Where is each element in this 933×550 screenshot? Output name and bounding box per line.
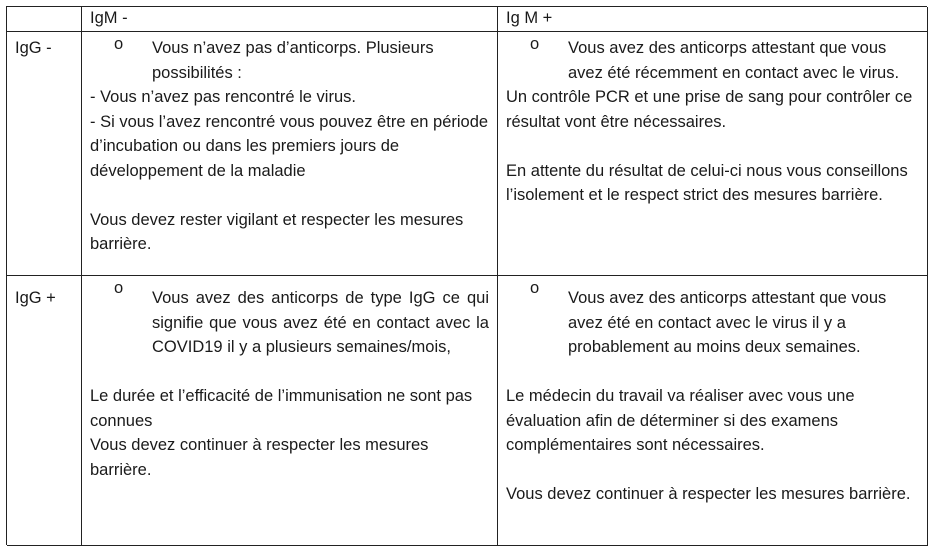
paragraph-continue-barrier: Vous devez continuer à respecter les mesures barrière. [506, 485, 911, 503]
paragraph-continue-barrier: Vous devez continuer à respecter les mesures barrière. [90, 436, 429, 479]
bullet-circle-icon: o [530, 35, 540, 53]
paragraph-not-met-virus: - Vous n’avez pas rencontré le virus. [90, 88, 356, 106]
header-corner-cell [7, 7, 82, 32]
bullet-text: Vous avez des anticorps de type IgG ce qui signifie que vous avez été en contact avec la COVID19 il y a plusieurs semaines/mois, [152, 289, 489, 356]
bullet-paragraph [506, 276, 919, 360]
cell-igg-pos-igm-neg [82, 276, 498, 546]
row-label-igg-negative [7, 32, 82, 276]
header-igm-negative: IgM - [82, 7, 498, 32]
cell-igg-neg-igm-pos [498, 32, 928, 276]
row-label-text: IgG - [15, 39, 52, 57]
bullet-paragraph [90, 32, 489, 85]
paragraph-immunity-unknown: Le durée et l’efficacité de l’immunisation ne sont pas connues [90, 387, 473, 430]
bullet-text: Vous avez des anticorps attestant que vous avez été récemment en contact avec le virus. [568, 39, 900, 82]
cell-igg-pos-igm-pos [498, 276, 928, 546]
bullet-paragraph [90, 276, 489, 360]
cell-igg-neg-igm-neg [82, 32, 498, 276]
bullet-circle-icon: o [114, 279, 124, 297]
bullet-text: Vous avez des anticorps attestant que vous avez été en contact avec le virus il y a probablement au moins deux semaines. [568, 289, 887, 356]
serology-results-table [6, 6, 927, 545]
header-igm-positive: Ig M + [498, 7, 928, 32]
bullet-circle-icon: o [114, 35, 124, 53]
paragraph-pcr-check: Un contrôle PCR et une prise de sang pour contrôler ce résultat vont être nécessaires. [506, 88, 913, 131]
paragraph-isolation-advice: En attente du résultat de celui-ci nous vous conseillons l’isolement et le respect strict des mesures barrière. [506, 161, 908, 204]
row-label-igg-positive [7, 276, 82, 546]
bullet-circle-icon: o [530, 279, 540, 297]
paragraph-occupational-doctor: Le médecin du travail va réaliser avec vous une évaluation afin de déterminer si des examens complémentaires sont nécessaires. [506, 387, 855, 454]
paragraph-incubation: - Si vous l’avez rencontré vous pouvez être en période d’incubation ou dans les premiers jours de développement de la maladie [90, 112, 489, 180]
paragraph-stay-vigilant: Vous devez rester vigilant et respecter les mesures barrière. [90, 210, 464, 253]
bullet-paragraph [506, 32, 919, 85]
row-label-text: IgG + [15, 289, 56, 307]
bullet-text: Vous n’avez pas d’anticorps. Plusieurs possibilités : [152, 39, 434, 82]
